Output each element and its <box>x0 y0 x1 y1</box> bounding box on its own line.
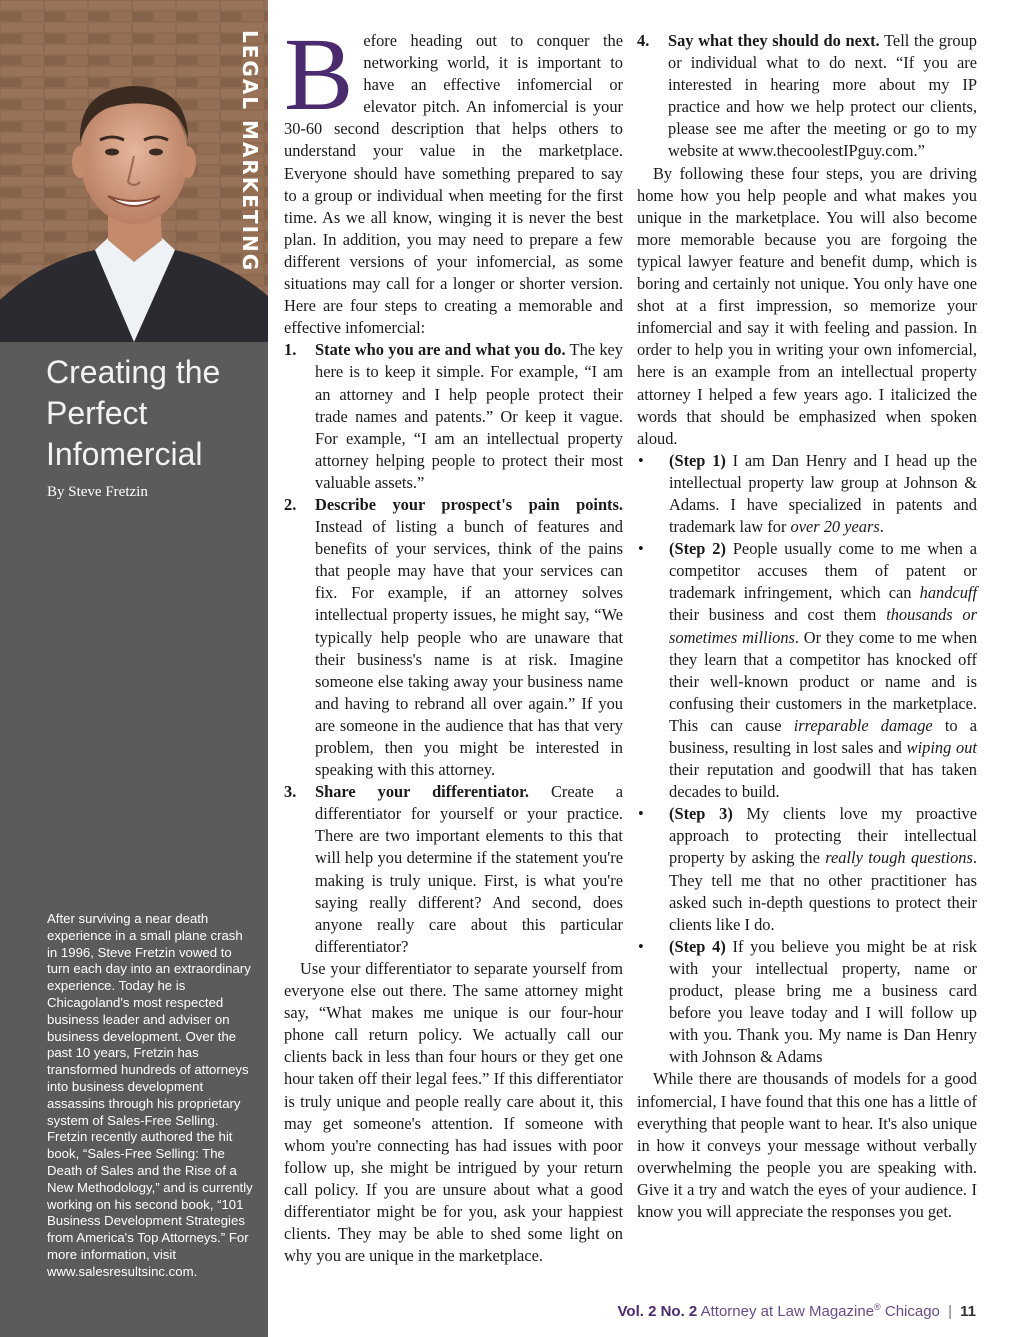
author-bio: After surviving a near death experience in a small plane crash in 1996, Steve Fretzin vowed to turn each day into an extraordinary experience. Today he is Chicagoland's most respected business leader and adviser on business development. Over the past 10 years, Fretzin has transformed hundreds of attorneys into business development assassins through his proprietary system of Sales-Free Selling. Fretzin recently authored the hit book, “Sales-Free Selling: The Death of Sales and the Rise of a New Methodology,” and is currently working on his second book, “101 Business Development Strategies from America's Top Attorneys.” For more information, visit www.salesresultsinc.com. <box>47 911 253 1279</box>
step-body: Tell the group or individual what to do next. “If you are interested in hearing more about my IP practice and how we help protect our clients, please see me after the meeting or go to my website at www.thecoolestIPguy.com.” <box>668 31 977 161</box>
magazine-name: Attorney at Law Magazine® Chicago <box>700 1302 940 1320</box>
bullet: • <box>638 450 644 470</box>
example-step-label: (Step 3) <box>669 804 733 824</box>
step-lead: Say what they should do next. <box>668 31 880 50</box>
section-label-text: LEGAL MARKETING <box>238 30 262 273</box>
example-step-label: (Step 4) <box>669 936 726 956</box>
author-portrait-image <box>0 0 268 342</box>
example-list <box>637 450 977 1069</box>
emphasis: wiping out <box>906 738 977 757</box>
example-step-1: • (Step 1) I am Dan Henry and I head up the intellectual property law group at Johnson & Adams. I have specialized in patents and trademark law for over 20 years. <box>638 450 978 537</box>
author-photo <box>0 0 268 342</box>
volume-label: Vol. 2 No. 2 <box>617 1303 698 1320</box>
author-sidebar <box>0 0 268 1337</box>
bullet: • <box>638 804 644 824</box>
step-lead: Share your differentiator. <box>315 782 530 802</box>
drop-cap: B <box>284 17 354 132</box>
steps-list-continued <box>637 30 977 163</box>
step-body: Create a differentiator for yourself or your practice. There are two important elements to this that will help you determine if the statement you're making is truly unique. First, is what you're saying really different? And second, does anyone really care about this particular differentiator? <box>315 782 623 956</box>
emphasis: over 20 years <box>790 517 880 537</box>
emphasis: handcuff <box>919 583 977 603</box>
step-lead: State who you are and what you do. <box>315 340 566 360</box>
example-step-label: (Step 1) <box>669 450 726 470</box>
differentiator-paragraph: Use your differentiator to separate yourself from everyone else out there. The same attorney might say, “What makes me unique is our four-hour phone call return policy. We actually call our clients back in less than four hours or they get one hour taken off their legal fees.” If this differentiator is truly unique and people really care about it, this may get someone's attention. If someone with whom you're connecting has had issues with poor follow up, she might be intrigued by your return call policy. If you are unsure about what a good differentiator might be for you, ask your happiest clients. They may be able to shed some light on why you are unique in the marketplace. <box>284 958 623 1266</box>
article-title: Creating the Perfect Infomercial <box>46 354 221 472</box>
registered-mark: ® <box>874 1302 881 1312</box>
step-number: 3. <box>284 782 297 802</box>
step-item-1 <box>284 339 623 494</box>
closing-paragraph: While there are thousands of models for a good infomercial, I have found that this one has a little of everything that people want to hear. It's also unique in how it conveys your message without verbally overwhelming the people you are speaking with. Give it a try and watch the eyes of your audience. I know you will appreciate the responses you get. <box>637 1069 978 1221</box>
bullet: • <box>638 539 644 559</box>
example-step-label: (Step 2) <box>669 539 726 559</box>
article-column-1 <box>284 17 623 1267</box>
step-number: 1. <box>284 340 297 360</box>
step-number: 4. <box>637 31 650 50</box>
intro-paragraph: Before heading out to conquer the networking world, it is important to have an effective infomercial or elevator pitch. An infomercial is your 30-60 second description that helps others to understand your value in the marketplace. Everyone should have something prepared to say to a group or individual when meeting for the first time. As we all know, winging it is never the best plan. In addition, you may need to prepare a few different versions of your infomercial, as some situations may call for a longer or shorter version. Here are four steps to creating a memorable and effective infomercial: <box>284 17 623 338</box>
article-column-2 <box>637 30 977 1223</box>
example-step-2: • (Step 2) People usually come to me when a competitor accuses them of patent or trademark infringement, which can handcuff their business and cost them thousands or sometimes millions. Or they come to me when they learn that a competitor has knocked off their well-known product or name and is confusing their customers in the marketplace. This can cause irreparable damage to a business, resulting in lost sales and wiping out their reputation and goodwill that has taken decades to build. <box>638 539 978 802</box>
section-label <box>234 30 264 273</box>
example-step-3: • (Step 3) My clients love my proactive approach to protecting their intellectual property by asking the really tough questions. They tell me that no other practitioner has asked such in-depth questions to protect their clients like I do. <box>638 804 977 934</box>
page-footer <box>618 1302 976 1320</box>
step-item-2 <box>284 494 623 781</box>
step-number: 2. <box>284 494 297 514</box>
step-body: Instead of listing a bunch of features and benefits of your services, think of the pains that people may have that your services can fix. For example, if an attorney solves intellectual property issues, he might say, “We typically help people who are unaware that their business's name is at risk. Imagine someone else taking away your business name and having to rebrand all over again.” If you are someone in the audience that has that very problem, then you might be interested in speaking with this attorney. <box>315 517 623 780</box>
emphasis: really tough questions <box>825 848 973 868</box>
bullet: • <box>638 936 644 956</box>
following-paragraph: By following these four steps, you are driving home how you help people and what makes you unique in the marketplace. You will also become more memorable because you are forgoing the typical lawyer feature and benefit dump, which is boring and certainly not unique. You only have one shot at a first impression, so memorize your infomercial and say it with feeling and passion. In order to help you in writing your own infomercial, here is an example from an intellectual property attorney I helped a few years ago. I italicized the words that should be emphasized when spoken aloud. <box>637 163 977 448</box>
step-lead: Describe your prospect's pain points. <box>315 494 623 514</box>
step-body: The key here is to keep it simple. For example, “I am an attorney and I help people protect their trade names and patents.” Or keep it vague. For example, “I am an intellectual property attorney helping people to protect their most valuable assets.” <box>315 340 623 492</box>
emphasis: irreparable damage <box>793 715 933 735</box>
step-item-4 <box>637 30 977 163</box>
emphasis: thousands or sometimes millions <box>669 605 977 647</box>
page-number: 11 <box>960 1303 976 1320</box>
step-item-3 <box>284 781 623 1267</box>
steps-list <box>284 339 623 1267</box>
example-step-4: • (Step 4) If you believe you might be at risk with your intellectual property, name or product, please bring me a business card before you leave today and I will follow up with you. Thank you. My name is Dan Henry with Johnson & Adams <box>638 936 977 1067</box>
byline: By Steve Fretzin <box>47 484 148 500</box>
footer-separator: | <box>948 1303 952 1320</box>
